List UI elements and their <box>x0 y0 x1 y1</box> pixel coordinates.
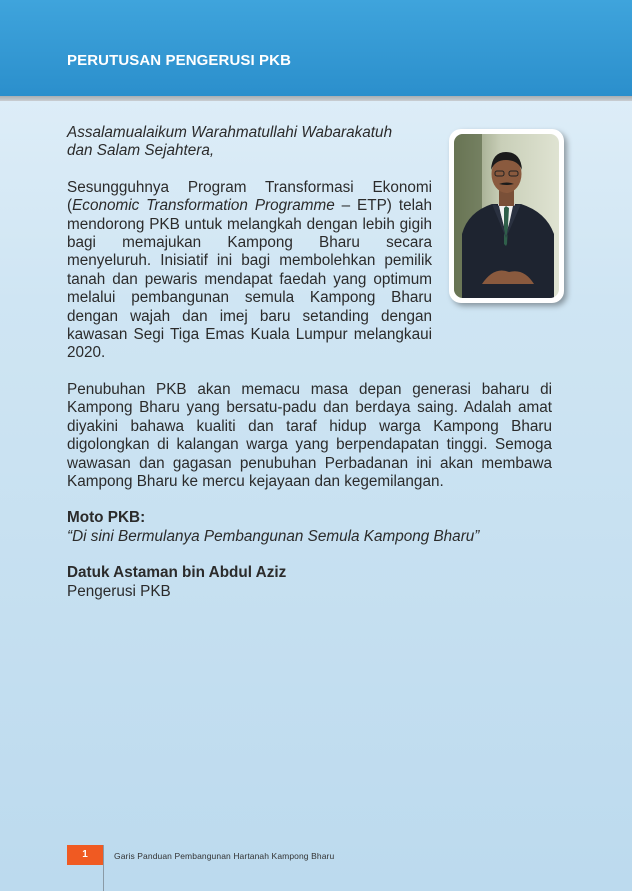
footer-doc-title: Garis Panduan Pembangunan Hartanah Kampong Bharu <box>114 851 335 861</box>
greeting-line-2: dan Salam Sejahtera, <box>67 142 215 160</box>
paragraph-1-text-b: – ETP) telah mendorong PKB untuk melangkah dengan lebih gigih bagi memajukan Kampong Bharu secara menyeluruh. Inisiatif ini bagi membolehkan pemilik tanah dan pewaris mendapat faedah yang optimum melalui pembangunan semula Kampong Bharu dengan wajah dan imej baru setanding dengan kawasan Segi Tiga Emas Kuala Lumpur melangkaui 2020. <box>67 197 432 362</box>
page-title: PERUTUSAN PENGERUSI PKB <box>67 52 291 69</box>
header-divider <box>0 96 632 101</box>
moto-quote: “Di sini Bermulanya Pembangunan Semula Kampong Bharu” <box>67 527 480 545</box>
signatory-name: Datuk Astaman bin Abdul Aziz <box>67 564 287 582</box>
moto-title: Moto PKB: <box>67 509 146 527</box>
paragraph-1-text-a: Sesungguhnya Program Transformasi Ekonomi ( <box>67 178 432 215</box>
header-banner <box>0 0 632 96</box>
signatory-role: Pengerusi PKB <box>67 582 171 600</box>
greeting-line-1: Assalamualaikum Warahmatullahi Wabarakatuh <box>67 124 393 141</box>
paragraph-1-italic: Economic Transformation Programme <box>72 197 335 215</box>
paragraph-2: Penubuhan PKB akan memacu masa depan generasi baharu di Kampong Bharu yang bersatu-padu dan berdaya saing. Adalah amat diyakini bahawa kualiti dan taraf hidup warga Kampong Bharu digolongkan di kalangan warga yang berpendapatan tinggi. Semoga wawasan dan gagasan penubuhan Perbadanan ini akan membawa Kampong Bharu ke mercu kejayaan dan kegemilangan. <box>67 380 552 490</box>
chairman-portrait <box>449 129 564 303</box>
footer-divider <box>103 845 104 891</box>
portrait-illustration <box>454 134 559 298</box>
page-number: 1 <box>67 845 103 865</box>
